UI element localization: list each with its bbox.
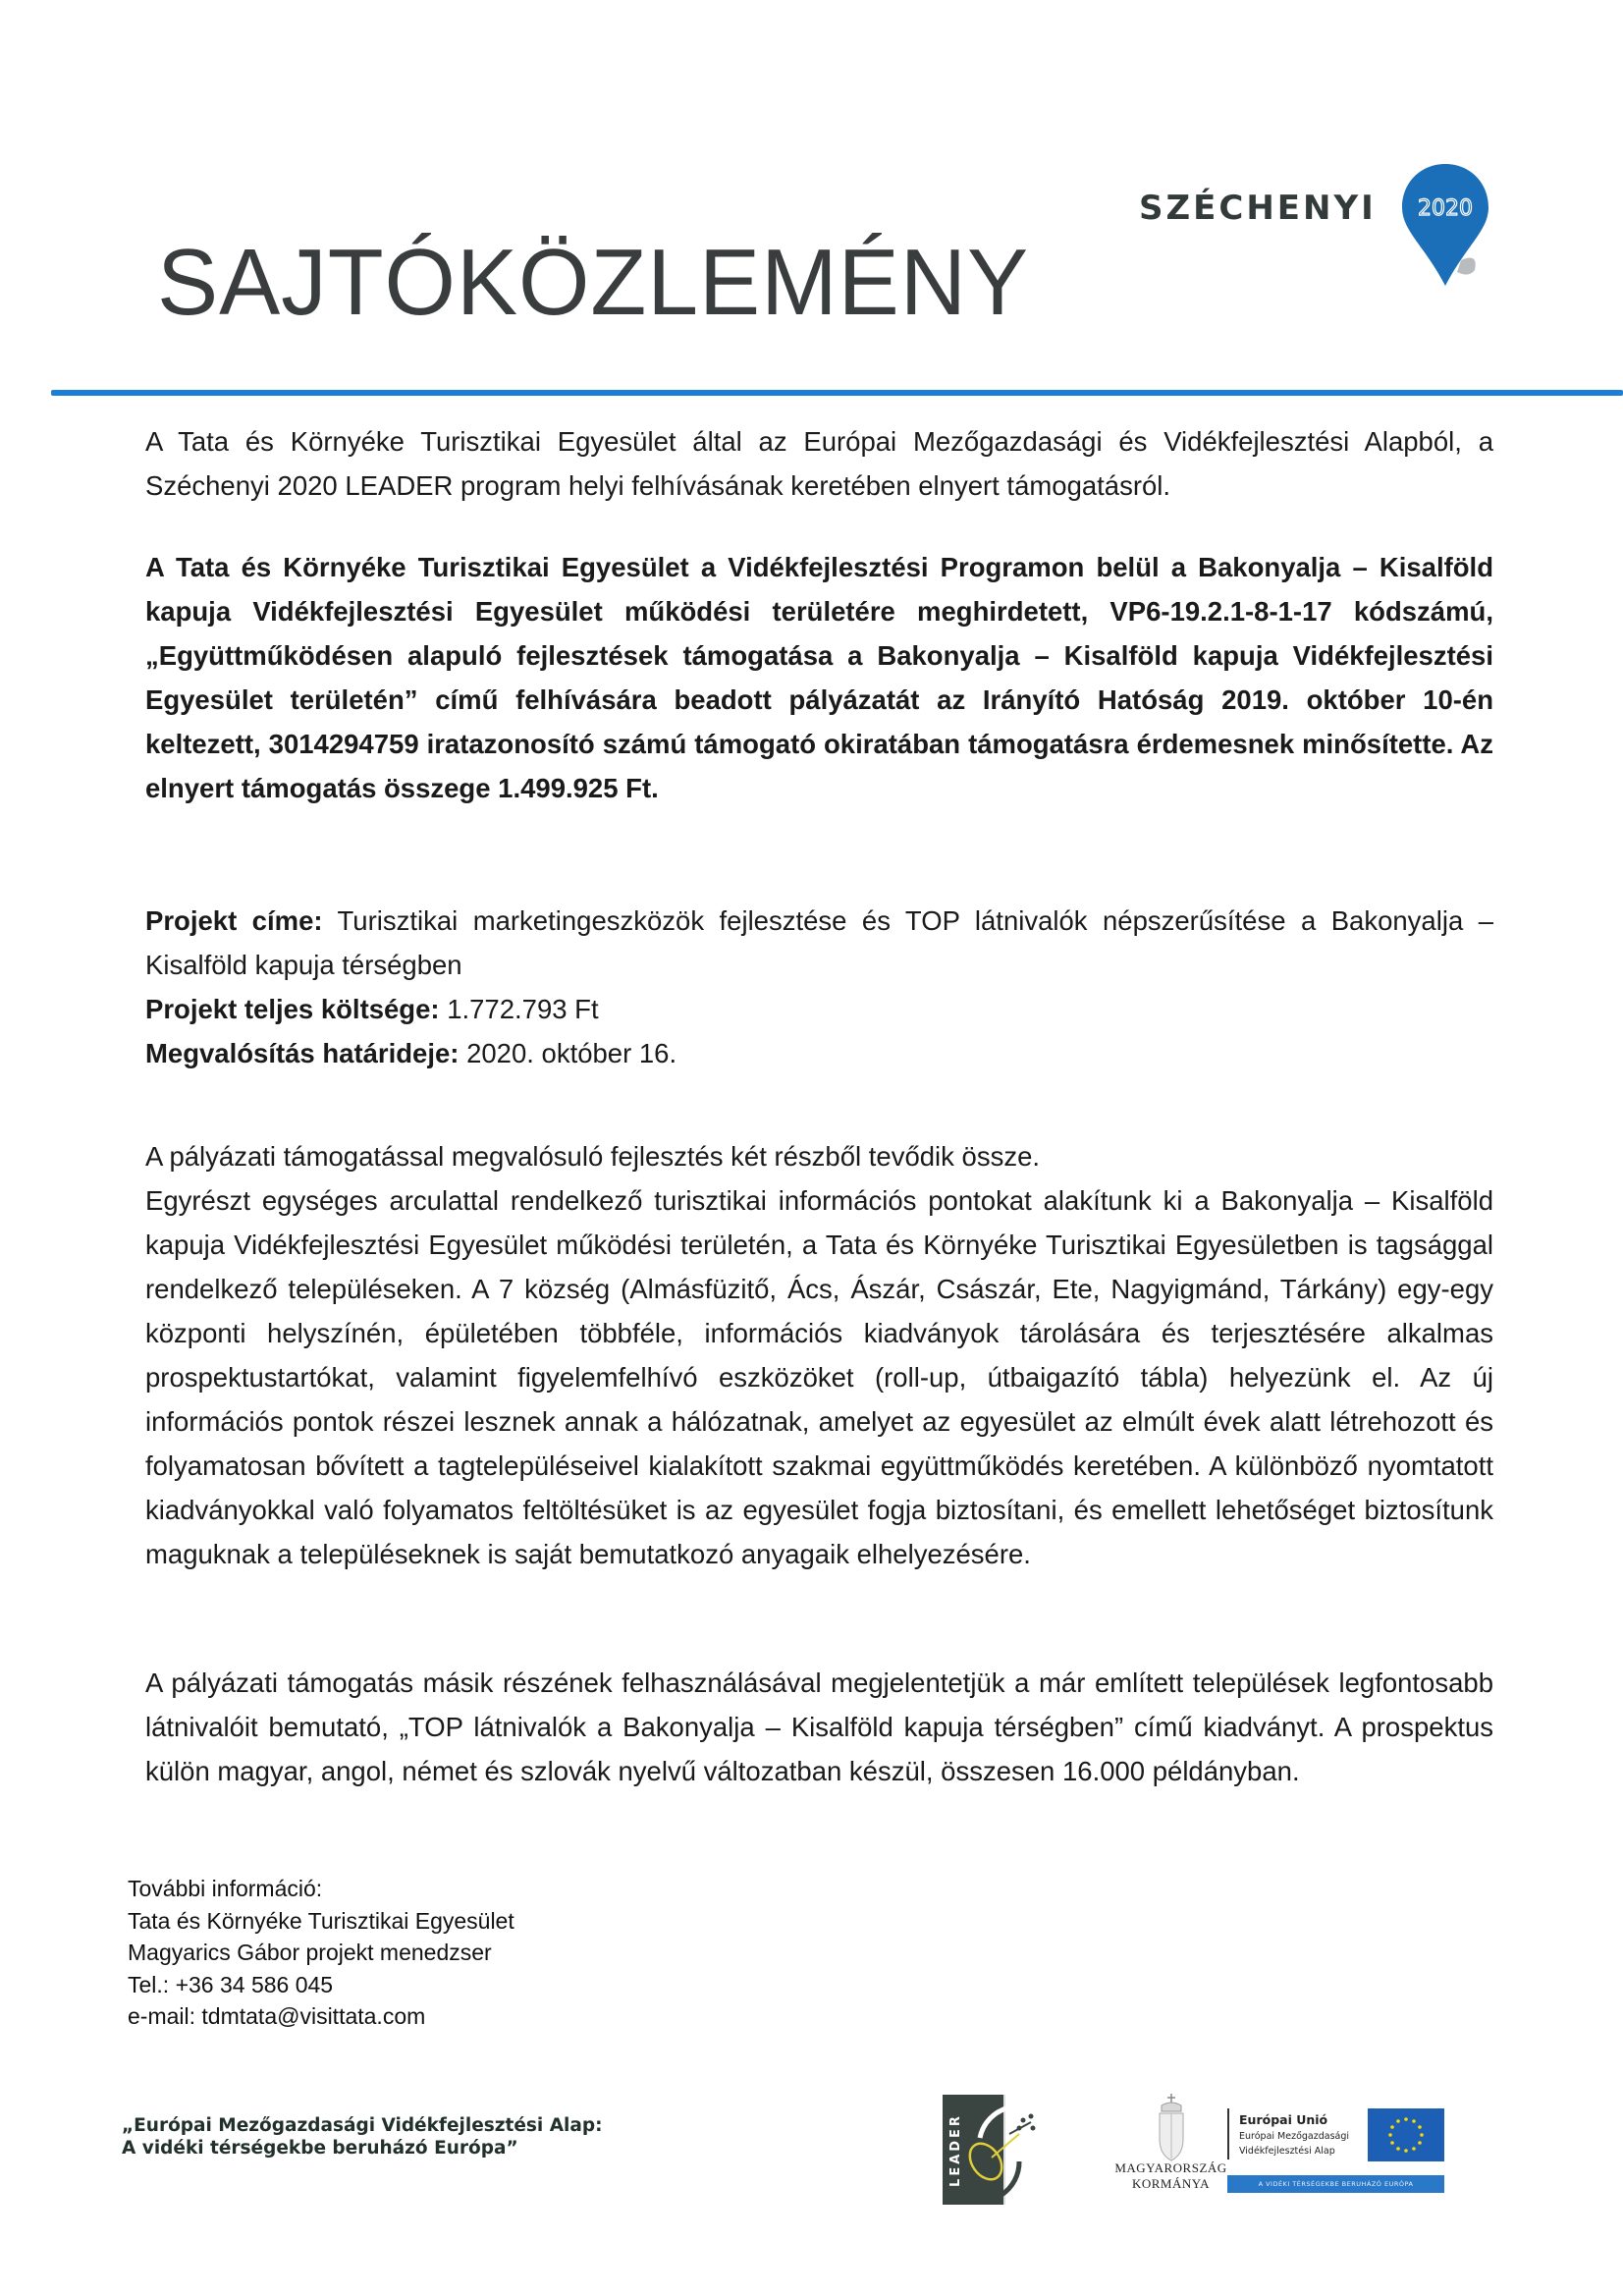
- contact-person: Magyarics Gábor projekt menedzser: [128, 1940, 492, 1965]
- eu-text-block: [1239, 2111, 1349, 2159]
- body-section: [145, 1134, 1493, 1576]
- coat-of-arms-icon: [1156, 2092, 1187, 2162]
- contact-block: [128, 1873, 514, 2033]
- project-deadline-row: [145, 1031, 1493, 1075]
- page-title: SAJTÓKÖZLEMÉNY: [157, 230, 1030, 335]
- szechenyi-wordmark: SZÉCHENYI: [1139, 189, 1377, 228]
- contact-organization: Tata és Környéke Turisztikai Egyesület: [128, 1907, 514, 1934]
- body-part1: Egyrészt egységes arculattal rendelkező turisztikai információs pontokat alakítunk ki a Bakonyalja – Kisalföld kapuja Vidékfejlesztési Egyesület működési területén, a Tata és Környéke Turisztikai Egyesületben is tagsággal rendelkező településeken. A 7 község (Almásfüzitő, Ács, Ászár, Császár, Ete, Nagyigmánd, Tárkány) egy-egy központi helyszínén, épületében többféle, információs kiadványok tárolására és terjesztésére alkalmas prospektustartókat, valamint figyelemfelhívó eszközöket (roll-up, útbaigazító tábla) helyezünk el. Az új információs pontok részei lesznek annak a hálózatnak, amelyet az egyesület az elmúlt évek alatt létrehozott és folyamatosan bővített a tagtelepüléseivel kialakított szakmai együttműködés keretében. A különböző nyomtatott kiadványokkal való folyamatos feltöltésüket is az egyesület fogja biztosítani, és emellett lehetőséget biztosítunk maguknak a településeknek is saját bemutatkozó anyagaik elhelyezésére.: [145, 1185, 1493, 1569]
- leader-logo: [943, 2095, 1046, 2205]
- project-title-label: Projekt címe:: [145, 905, 323, 936]
- leader-emblem-icon: [962, 2101, 1046, 2199]
- project-deadline-value: 2020. október 16.: [466, 1038, 677, 1068]
- intro-paragraph: A Tata és Környéke Turisztikai Egyesület által az Európai Mezőgazdasági és Vidékfejlesztési Alapból, a Széchenyi 2020 LEADER program helyi felhívásának keretében elnyert támogatásról.: [145, 426, 1493, 501]
- contact-email[interactable]: e-mail: tdmtata@visittata.com: [128, 2003, 426, 2029]
- project-cost-label: Projekt teljes költsége:: [145, 994, 440, 1024]
- contact-heading: További információ:: [128, 1876, 323, 1901]
- leader-logo-text: LEADER: [947, 2112, 963, 2187]
- footer-slogan: [122, 2114, 602, 2159]
- header-divider: [51, 390, 1623, 396]
- eu-divider: [1227, 2108, 1229, 2159]
- eu-title: Európai Unió: [1239, 2112, 1328, 2127]
- project-deadline-label: Megvalósítás határideje:: [145, 1038, 460, 1068]
- project-title-value: Turisztikai marketingeszközök fejlesztése és TOP látnivalók népszerűsítése a Bakonyalja – Kisalföld kapuja térségben: [145, 905, 1493, 980]
- location-pin-icon: [1400, 162, 1490, 290]
- eu-stars-icon: [1368, 2108, 1444, 2161]
- eu-flag-icon: [1368, 2108, 1444, 2161]
- gov-line-2: KORMÁNYA: [1131, 2176, 1211, 2191]
- eu-line-2: Vidékfejlesztési Alap: [1239, 2146, 1335, 2157]
- year-label: 2020: [1418, 196, 1473, 221]
- eu-line-1: Európai Mezőgazdasági: [1239, 2131, 1350, 2142]
- project-cost-row: [145, 987, 1493, 1031]
- gov-line-1: MAGYARORSZÁG: [1114, 2160, 1227, 2175]
- szechenyi-2020-logo: [1139, 162, 1502, 309]
- body-lead: A pályázati támogatással megvalósuló fejlesztés két részből tevődik össze.: [145, 1141, 1041, 1172]
- project-title-row: [145, 899, 1493, 987]
- contact-phone: Tel.: +36 34 586 045: [128, 1971, 334, 1997]
- body-part2: A pályázati támogatás másik részének felhasználásával megjelentetjük a már említett települések legfontosabb látnivalóit bemutató, „TOP látnivalók a Bakonyalja – Kisalföld kapuja térségben” című kiadványt. A prospektus külön magyar, angol, német és szlovák nyelvű változatban készül, összesen 16.000 példányban.: [145, 1667, 1493, 1786]
- slogan-line-1: „Európai Mezőgazdasági Vidékfejlesztési Alap:: [122, 2115, 603, 2136]
- eu-banner: A VIDÉKI TÉRSÉGEKBE BERUHÁZÓ EURÓPA: [1227, 2175, 1444, 2193]
- project-cost-value: 1.772.793 Ft: [447, 994, 599, 1024]
- summary-paragraph: A Tata és Környéke Turisztikai Egyesület a Vidékfejlesztési Programon belül a Bakonyalja – Kisalföld kapuja Vidékfejlesztési Egyesület működési területére meghirdetett, VP6-19.2.1-8-1-17 kódszámú, „Együttműködésen alapuló fejlesztések támogatása a Bakonyalja – Kisalföld kapuja Vidékfejlesztési Egyesület területén” című felhívására beadott pályázatát az Irányító Hatóság 2019. október 10-én keltezett, 3014294759 iratazonosító számú támogató okiratában támogatásra érdemesnek minősítette. Az elnyert támogatás összege 1.499.925 Ft.: [145, 552, 1493, 803]
- project-details: [145, 899, 1493, 1075]
- slogan-line-2: A vidéki térségekbe beruházó Európa”: [122, 2138, 518, 2159]
